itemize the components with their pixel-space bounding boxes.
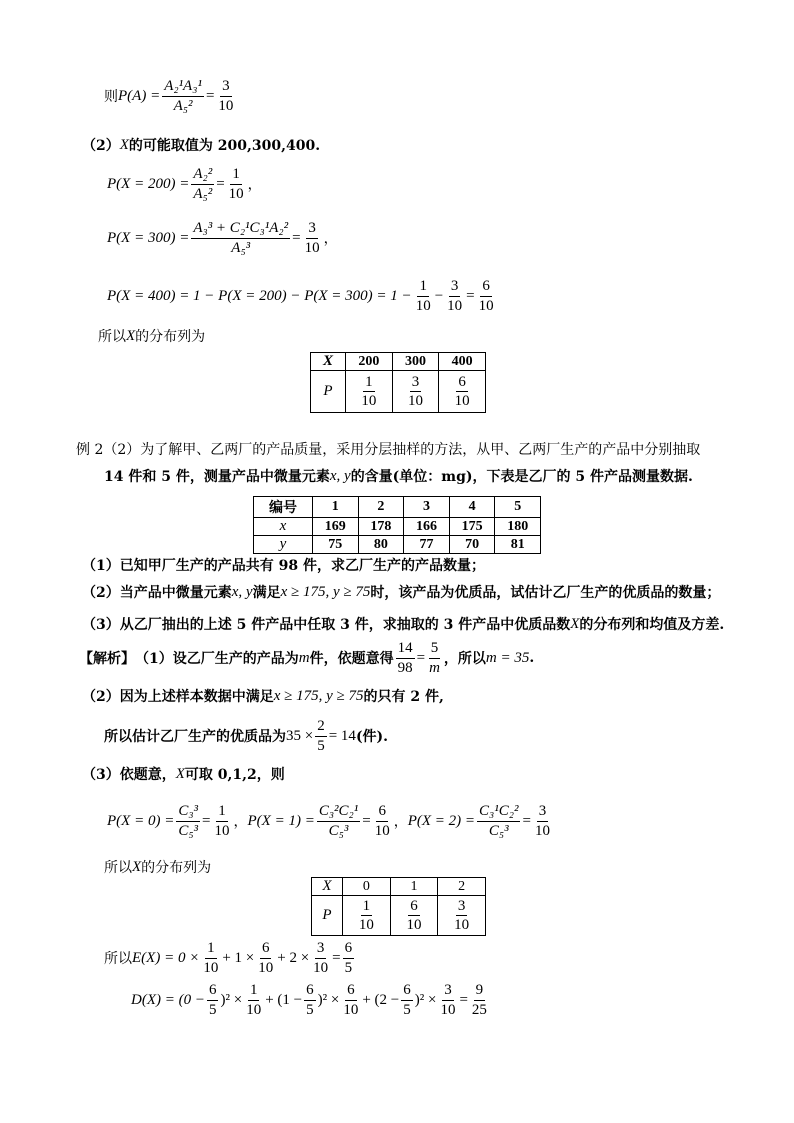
question-2: （2）当产品中微量元素 x, y 满足 x ≥ 175, y ≥ 75 时，该产品为优质品，试估计乙厂生产的优质品的数量； xyxy=(82,583,721,601)
p300-line: P(X = 300) = $\frac{\text{A₃³ + C₂¹C₃¹A₂²}}{\text{A₅³}}$ = $\frac{3}{10}$ ， xyxy=(107,220,338,256)
solution-2: （2）因为上述样本数据中满足 x ≥ 175, y ≥ 75 的只有 2 件, xyxy=(82,687,444,705)
measurement-table: 编号 1 2 3 4 5 x 169 178 166 175 180 y 75 80 77 70 81 xyxy=(253,496,541,554)
pa-prefix: 则 xyxy=(104,89,118,105)
variance-line: D(X) = (0 − $\frac{6}{5}$ )² × $\frac{1}{10}$ + (1 − $\frac{6}{5}$ )² × $\frac{6}{10}$ + (2 − $\frac{6}{5}$ )² × $\frac{3}{10}$ = $\frac{9}{25}$ xyxy=(131,982,487,1018)
probabilities-line: P(X = 0) = $\frac{\text{C₃³}}{\text{C₅³}}$ = $\frac{1}{10}$ ， P(X = 1) = $\frac{\text{C₃²C₂¹}}{\text{C₅³}}$ = $\frac{6}{10}$ ， P(X = 2) = $\frac{\text{C₃¹C₂²}}{\text{C₅³}}$ = $\frac{3}{10}$ xyxy=(107,803,550,839)
question-1: （1）已知甲厂生产的产品共有 98 件，求乙厂生产的产品数量； xyxy=(82,558,485,574)
pa-fraction: $\frac{\text{A₂¹A₃¹}}{\text{A₅²}}$ xyxy=(164,78,202,114)
analysis-tag: 【解析】 xyxy=(79,651,135,667)
p400-line: P(X = 400) = 1 − P(X = 200) − P(X = 300) = 1 − $\frac{1}{10}$ − $\frac{3}{10}$ = $\frac{6}{10}$ xyxy=(107,278,494,314)
question-3: （3）从乙厂抽出的上述 5 件产品中任取 3 件，求抽取的 3 件产品中优质品数 X 的分布列和均值及方差. xyxy=(82,615,725,633)
p200-line: P(X = 200) = $\frac{\text{A₂²}}{\text{A₅²}}$ = $\frac{1}{10}$ ， xyxy=(107,166,262,202)
dist2-intro: 所以 X 的分布列为 xyxy=(104,858,212,876)
expectation-line: 所以 E(X) = 0 × $\frac{1}{10}$ + 1 × $\frac{6}{10}$ + 2 × $\frac{3}{10}$ = $\frac{6}{5}$ xyxy=(104,940,353,976)
example2-line1: 例 2（2）为了解甲、乙两厂的产品质量，采用分层抽样的方法，从甲、乙两厂生产的产品中分别抽取 xyxy=(76,442,701,458)
solution-pa-line: 则 P(A) = $\frac{\text{A₂¹A₃¹}}{\text{A₅²}}$ = $\frac{3}{10}$ xyxy=(104,78,234,114)
distribution-table-1: X 200 300 400 P $\frac{1}{10}$ $\frac{3}{10}$ $\frac{6}{10}$ xyxy=(310,352,486,413)
x-values-line: （2） X 的可能取值为 200,300,400. xyxy=(82,136,321,154)
example2-line2: 14 件和 5 件，测量产品中微量元素 x, y 的含量(单位：mg)，下表是乙厂的 5 件产品测量数据. xyxy=(104,467,693,485)
solution-1: 【解析】 （1）设乙厂生产的产品为 m 件，依题意得 $\frac{14}{98}$ = $\frac{5}{m}$ ，所以 m = 35 . xyxy=(79,640,535,676)
dist1-intro: 所以 X 的分布列为 xyxy=(98,327,206,345)
pa-result: $\frac{3}{10}$ xyxy=(218,78,234,114)
pa-lhs: P(A) = xyxy=(118,87,161,104)
solution-3: （3）依题意， X 可取 0,1,2，则 xyxy=(82,765,285,783)
solution-2-estimate: 所以估计乙厂生产的优质品为 35 × $\frac{2}{5}$ = 14 (件). xyxy=(104,718,389,754)
distribution-table-2: X 0 1 2 P $\frac{1}{10}$ $\frac{6}{10}$ $\frac{3}{10}$ xyxy=(311,877,486,936)
